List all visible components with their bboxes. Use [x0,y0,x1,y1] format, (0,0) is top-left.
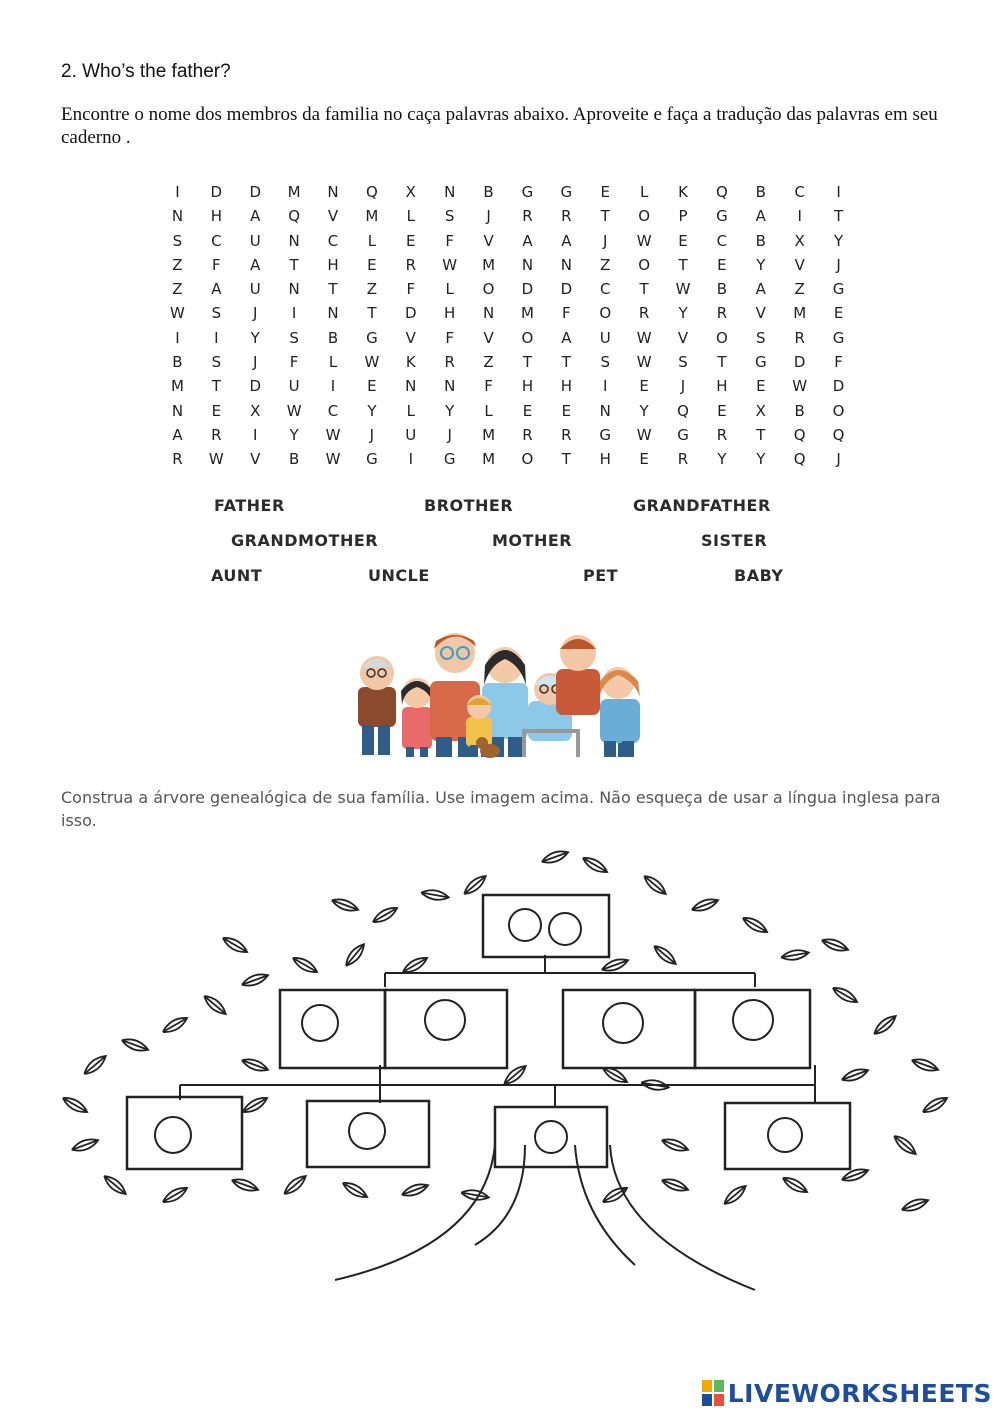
grid-letter: J [603,231,608,250]
leaf-icon [461,873,488,898]
grid-letter: A [172,425,183,444]
grid-letter: O [521,450,534,469]
leaf-icon [201,993,228,1018]
grid-letter: T [678,255,688,274]
grid-letter: W [364,353,380,372]
grid-letter: F [289,353,299,372]
leaf-icon [840,1066,869,1084]
grid-letter: I [291,304,297,323]
grid-row [158,326,858,350]
grid-letter: B [327,328,339,347]
grid-letter: W [636,425,652,444]
grid-letter: Y [756,450,766,469]
grid-letter: D [832,377,845,396]
leaf-icon [891,1133,918,1158]
grid-letter: N [288,231,300,250]
grid-letter: E [561,401,572,420]
grid-letter: X [794,231,805,250]
leaf-icon [871,1013,898,1038]
leaf-icon [781,1174,810,1196]
grid-letter: I [175,328,180,347]
liveworksheets-brand: LIVEWORKSHEETS [727,1378,992,1408]
grid-letter: K [678,183,688,201]
grid-letter: C [716,231,728,250]
grid-letter: H [560,377,572,396]
grid-letter: W [636,231,652,250]
grid-letter: R [405,255,416,274]
word-sister: SISTER [701,531,768,550]
grid-letter: M [793,304,807,323]
grid-letter: R [716,304,728,323]
grid-row [158,447,858,471]
grid-letter: F [834,353,843,372]
leaf-icon [161,1184,190,1206]
leaf-icon [460,1188,489,1202]
grid-letter: E [717,255,727,274]
grid-row [158,423,858,447]
grid-letter: N [327,304,339,323]
grid-letter: M [365,207,379,226]
grid-letter: G [366,450,378,469]
grid-letter: G [754,353,767,372]
grid-letter: N [444,377,456,396]
grid-letter: H [210,207,222,226]
grid-letter: N [521,255,534,274]
grid-letter: Z [366,280,378,299]
grid-letter: J [369,425,375,444]
grid-letter: H [599,450,611,469]
grid-letter: E [211,401,222,420]
grid-letter: J [680,377,686,396]
grid-row [158,399,858,423]
grid-letter: Q [832,425,845,444]
grid-letter: Y [834,231,844,250]
family-tree-illustration [55,845,970,1300]
grid-letter: C [794,183,805,201]
grid-letter: R [677,450,689,469]
grid-letter: S [211,304,222,323]
grid-letter: T [834,207,844,226]
grid-letter: F [406,280,416,299]
grid-letter: Q [793,425,806,444]
leaf-icon [420,888,449,902]
grid-letter: C [327,231,339,250]
leaf-icon [501,1063,528,1088]
grid-letter: S [444,207,455,226]
grid-letter: R [211,425,222,444]
grid-letter: N [405,377,417,396]
leaf-icon [690,896,719,914]
grid-letter: Y [289,425,299,444]
grid-letter: E [639,377,649,396]
grid-letter: W [792,377,808,396]
grid-letter: M [287,183,301,201]
grid-letter: N [327,183,339,201]
grid-row [158,277,858,301]
grid-letter: N [560,255,572,274]
grid-letter: D [210,183,223,201]
grid-letter: T [717,353,727,372]
grid-letter: Q [716,183,728,201]
grid-letter: D [521,280,534,299]
grid-letter: N [599,401,611,420]
grid-letter: J [253,304,258,323]
grid-letter: D [249,183,261,201]
grid-letter: J [253,353,258,372]
leaf-icon [600,956,629,974]
grid-row [158,374,858,398]
grid-letter: R [172,450,183,469]
grid-letter: A [561,231,572,250]
leaf-icon [780,948,809,962]
word-aunt: AUNT [211,566,263,585]
grid-letter: L [367,231,377,250]
grid-letter: G [677,425,689,444]
grid-letter: G [832,328,845,347]
leaf-icon [120,1036,149,1054]
grid-letter: S [289,328,299,347]
grid-letter: W [442,255,458,274]
grid-row [158,180,858,204]
grid-letter: F [484,377,493,396]
leaf-icon [221,934,250,956]
grid-letter: Z [483,353,494,372]
word-search-grid [158,180,858,472]
grid-letter: F [562,304,571,323]
grid-letter: R [561,425,572,444]
leaf-icon [721,1183,748,1208]
grid-letter: R [522,425,533,444]
grid-letter: W [325,425,341,444]
grid-letter: T [600,207,610,226]
grid-letter: I [175,183,180,201]
grid-letter: S [600,353,610,372]
grid-letter: I [214,328,219,347]
grid-letter: A [211,280,222,299]
grid-row [158,229,858,253]
grid-letter: B [755,183,766,201]
grid-letter: F [212,255,221,274]
grid-letter: T [211,377,221,396]
grid-letter: E [367,255,377,274]
grid-letter: I [836,183,841,201]
leaf-icon [641,873,668,898]
grid-letter: O [599,304,612,323]
grid-letter: G [521,183,534,201]
grid-letter: M [170,377,184,396]
grid-letter: V [677,328,689,347]
grid-letter: W [208,450,224,469]
grid-letter: E [717,401,727,420]
grid-letter: Z [600,255,611,274]
grid-letter: H [521,377,534,396]
grid-letter: B [755,231,766,250]
grid-letter: B [483,183,494,201]
grid-letter: O [716,328,728,347]
grid-letter: W [636,353,652,372]
grid-letter: C [211,231,222,250]
word-father: FATHER [214,496,285,515]
grid-letter: Y [717,450,727,469]
grid-letter: N [444,183,456,201]
grid-letter: G [716,207,728,226]
grid-letter: P [678,207,688,226]
leaf-icon [741,914,770,936]
grid-letter: X [755,401,766,420]
leaf-icon [371,904,400,926]
leaf-icon [281,1173,308,1198]
leaf-icon [400,1181,429,1199]
grid-letter: R [716,425,728,444]
grid-letter: L [328,353,338,372]
grid-letter: A [561,328,572,347]
grid-letter: H [444,304,456,323]
grid-letter: X [405,183,416,201]
grid-letter: J [486,207,491,226]
leaf-icon [343,941,368,968]
liveworksheets-logo-icon [702,1380,724,1406]
leaf-icon [540,848,569,866]
grid-letter: V [405,328,416,347]
grid-letter: B [172,353,183,372]
word-pet: PET [583,566,619,585]
leaf-icon [660,1176,689,1194]
grid-letter: T [561,450,571,469]
grid-row [158,253,858,277]
grid-letter: L [406,401,415,420]
grid-letter: E [522,401,533,420]
grid-letter: R [794,328,805,347]
word-grandfather: GRANDFATHER [633,496,771,515]
grid-letter: Y [678,304,688,323]
grid-letter: B [716,280,728,299]
grid-letter: E [639,450,649,469]
grid-letter: Z [172,255,183,274]
grid-letter: E [678,231,688,250]
leaf-icon [900,1196,929,1214]
grid-letter: M [520,304,534,323]
word-brother: BROTHER [424,496,514,515]
grid-letter: E [756,377,766,396]
grid-letter: N [171,401,184,420]
grid-letter: V [755,304,766,323]
grid-letter: E [600,183,610,201]
grid-letter: F [445,328,454,347]
grid-letter: H [327,255,339,274]
grid-letter: R [522,207,533,226]
grid-letter: U [249,280,261,299]
grid-letter: A [755,280,766,299]
grid-letter: D [793,353,806,372]
grid-letter: I [603,377,608,396]
grid-letter: L [406,207,415,226]
leaf-icon [341,1179,370,1201]
grid-letter: E [367,377,377,396]
grid-letter: B [288,450,300,469]
grid-row [158,204,858,228]
grid-letter: E [833,304,844,323]
grid-letter: S [678,353,688,372]
grid-letter: I [797,207,802,226]
grid-letter: R [444,353,455,372]
grid-letter: D [405,304,417,323]
grid-letter: G [560,183,573,201]
leaf-icon [240,971,269,989]
grid-letter: W [325,450,341,469]
grid-letter: Y [250,328,260,347]
leaf-icon [161,1014,190,1036]
leaf-icon [820,936,849,954]
grid-letter: T [289,255,299,274]
grid-letter: I [330,377,336,396]
grid-letter: I [253,425,258,444]
grid-letter: K [405,353,416,372]
grid-letter: F [445,231,454,250]
grid-letter: Y [756,255,766,274]
grid-letter: S [172,231,183,250]
grid-letter: V [250,450,261,469]
leaf-icon [241,1094,270,1116]
grid-letter: G [832,280,845,299]
grid-letter: O [638,255,651,274]
grid-letter: J [836,450,841,469]
grid-letter: O [638,207,651,226]
grid-letter: N [288,280,300,299]
leaf-icon [831,984,860,1006]
grid-letter: L [445,280,454,299]
word-grandmother: GRANDMOTHER [231,531,379,550]
grid-letter: W [675,280,691,299]
grid-letter: Q [288,207,301,226]
grid-letter: N [171,207,184,226]
leaf-icon [660,1136,689,1154]
question-heading: 2. Who’s the father? [61,61,231,82]
grid-letter: V [483,231,494,250]
leaf-icon [101,1173,128,1198]
grid-letter: R [638,304,650,323]
grid-letter: D [249,377,261,396]
liveworksheets-footer [702,1376,992,1410]
grid-letter: A [755,207,766,226]
grid-letter: G [366,328,378,347]
grid-row [158,350,858,374]
leaf-icon [651,943,678,968]
grid-letter: C [600,280,611,299]
grid-letter: Q [365,183,378,201]
grid-letter: M [482,425,496,444]
leaf-icon [910,1056,939,1074]
grid-letter: J [447,425,452,444]
grid-row [158,301,858,325]
leaf-icon [81,1053,108,1078]
grid-letter: S [756,328,766,347]
grid-letter: Y [445,401,455,420]
grid-letter: S [211,353,222,372]
grid-letter: L [484,401,493,420]
leaf-icon [291,954,320,976]
grid-letter: M [482,450,496,469]
grid-letter: Q [793,450,806,469]
grid-letter: Y [639,401,649,420]
grid-letter: O [832,401,845,420]
grid-letter: M [482,255,496,274]
grid-letter: N [482,304,495,323]
grid-letter: O [482,280,495,299]
family-tree-instructions: Construa a árvore genealógica de sua família. Use imagem acima. Não esqueça de usar a língua inglesa para isso. [61,788,941,830]
grid-letter: G [443,450,456,469]
grid-letter: W [286,401,302,420]
grid-letter: V [794,255,805,274]
grid-letter: X [250,401,261,420]
leaf-icon [330,896,359,914]
grid-letter: U [405,425,417,444]
grid-letter: A [522,231,533,250]
leaf-icon [240,1056,269,1074]
word-mother: MOTHER [492,531,573,550]
grid-letter: U [288,377,300,396]
grid-letter: L [639,183,649,201]
grid-letter: H [716,377,728,396]
grid-letter: V [483,328,494,347]
grid-letter: W [636,328,652,347]
grid-letter: E [406,231,416,250]
grid-letter: T [328,280,338,299]
leaf-icon [70,1136,99,1154]
wordsearch-instructions: Encontre o nome dos membros da familia no caça palavras abaixo. Aproveite e faça a tradução das palavras em seu caderno . [61,104,938,148]
grid-letter: U [599,328,611,347]
grid-letter: A [250,255,261,274]
grid-letter: T [522,353,533,372]
grid-letter: I [408,450,413,469]
leaf-icon [61,1094,90,1116]
grid-letter: J [836,255,841,274]
grid-letter: T [639,280,649,299]
grid-letter: D [560,280,573,299]
grid-letter: T [561,353,571,372]
word-baby: BABY [734,566,784,585]
grid-letter: O [521,328,534,347]
grid-letter: Z [794,280,805,299]
leaf-icon [921,1094,950,1116]
grid-letter: Q [677,401,689,420]
grid-letter: R [561,207,572,226]
grid-letter: T [367,304,377,323]
grid-letter: C [327,401,339,420]
grid-letter: B [794,401,805,420]
grid-letter: V [327,207,339,226]
word-uncle: UNCLE [368,566,430,585]
leaf-icon [230,1176,259,1194]
grid-letter: Z [172,280,183,299]
leaf-icon [581,854,610,876]
grid-letter: Y [367,401,377,420]
grid-letter: W [170,304,185,323]
grid-letter: G [599,425,612,444]
grid-letter: A [250,207,261,226]
grid-letter: T [756,425,766,444]
family-illustration [350,625,660,760]
leaf-icon [640,1078,669,1092]
grid-letter: U [249,231,261,250]
